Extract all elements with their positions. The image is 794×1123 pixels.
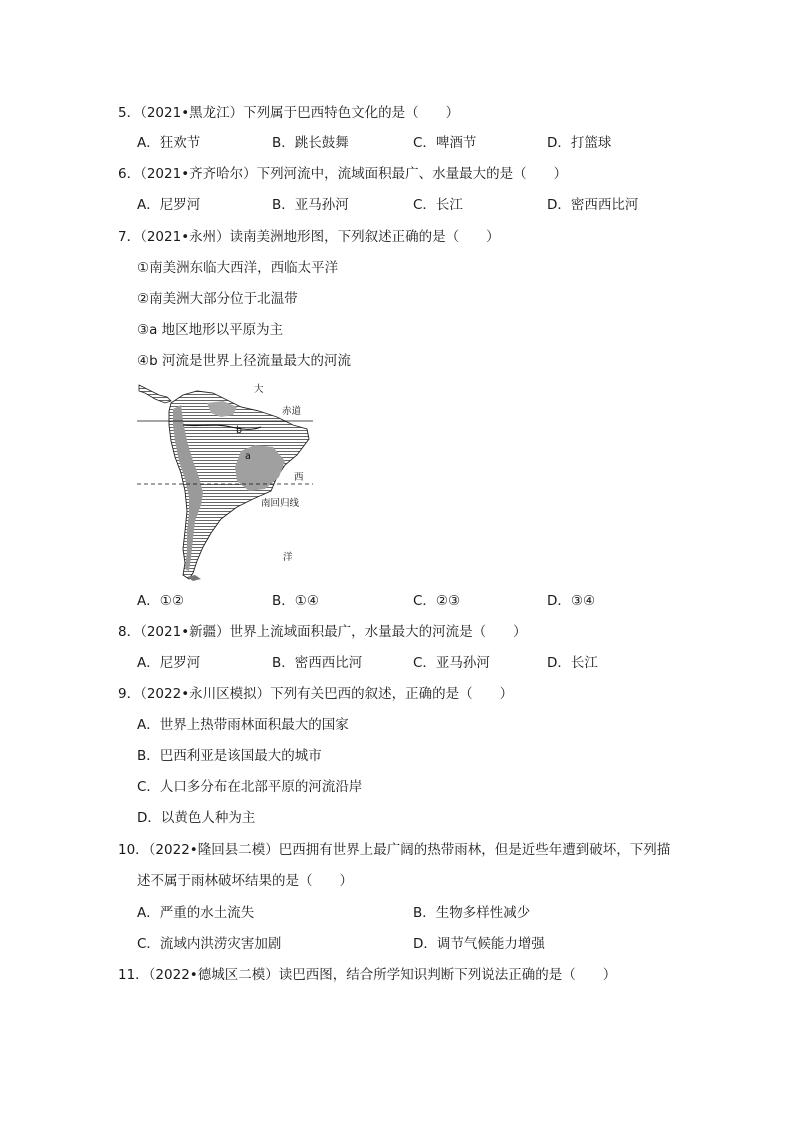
q10-stem-line1: 10．（2022•隆回县二模）巴西拥有世界上最广阔的热带雨林，但是近些年遭到破坏，下列描 (118, 842, 671, 858)
q9-option-c: C．人口多分布在北部平原的河流沿岸 (137, 779, 363, 795)
map-label-equator: 赤道 (282, 406, 302, 417)
q8-option-a: A．尼罗河 (137, 655, 201, 671)
q7-option-a: A．①② (137, 593, 184, 609)
q5-option-b: B．跳长鼓舞 (272, 135, 349, 151)
q9-option-d: D．以黄色人种为主 (137, 810, 256, 826)
q10-option-a: A．严重的水土流失 (137, 905, 255, 921)
q6-option-b: B．亚马孙河 (272, 197, 349, 213)
q9-stem: 9．（2022•永川区模拟）下列有关巴西的叙述，正确的是（ ） (118, 686, 514, 702)
map-label-ocean-bottom: 洋 (283, 552, 293, 563)
q6-option-c: C．长江 (413, 197, 463, 213)
q10-option-d: D．调节气候能力增强 (413, 936, 545, 952)
q8-option-d: D．长江 (547, 655, 598, 671)
q9-option-a: A．世界上热带雨林面积最大的国家 (137, 717, 349, 733)
q10-option-b: B．生物多样性减少 (413, 905, 531, 921)
south-america-map (137, 381, 313, 581)
q8-stem: 8．（2021•新疆）世界上流域面积最广，水量最大的河流是（ ） (118, 624, 527, 640)
q6-stem: 6．（2021•齐齐哈尔）下列河流中，流域面积最广、水量最大的是（ ） (118, 166, 568, 182)
q11-stem: 11．（2022•德城区二模）读巴西图，结合所学知识判断下列说法正确的是（ ） (118, 967, 617, 983)
q7-option-b: B．①④ (272, 593, 319, 609)
q5-option-c: C．啤酒节 (413, 135, 477, 151)
q10-stem-line2: 述不属于雨林破坏结果的是（ ） (137, 873, 353, 889)
q7-statement-2: ②南美洲大部分位于北温带 (137, 291, 298, 307)
q7-statement-4: ④b 河流是世界上径流量最大的河流 (137, 353, 351, 369)
q5-option-d: D．打篮球 (547, 135, 612, 151)
q7-stem: 7．（2021•永州）读南美洲地形图，下列叙述正确的是（ ） (118, 229, 500, 245)
map-label-ocean-mid: 西 (294, 472, 304, 483)
map-label-a: a (245, 451, 251, 462)
q8-option-b: B．密西西比河 (272, 655, 363, 671)
q6-option-d: D．密西西比河 (547, 197, 639, 213)
q7-statement-3: ③a 地区地形以平原为主 (137, 322, 284, 338)
q7-option-d: D．③④ (547, 593, 596, 609)
q7-option-c: C．②③ (413, 593, 461, 609)
q5-stem: 5．（2021•黑龙江）下列属于巴西特色文化的是（ ） (118, 105, 460, 121)
q8-option-c: C．亚马孙河 (413, 655, 490, 671)
q10-option-c: C．流域内洪涝灾害加剧 (137, 936, 282, 952)
map-label-tropic: 南回归线 (261, 498, 300, 509)
q6-option-a: A．尼罗河 (137, 197, 201, 213)
map-label-ocean-top: 大 (254, 384, 264, 395)
map-label-b: b (236, 425, 243, 436)
q9-option-b: B．巴西利亚是该国最大的城市 (137, 748, 322, 764)
q5-option-a: A．狂欢节 (137, 135, 201, 151)
q7-statement-1: ①南美洲东临大西洋，西临太平洋 (137, 260, 339, 276)
